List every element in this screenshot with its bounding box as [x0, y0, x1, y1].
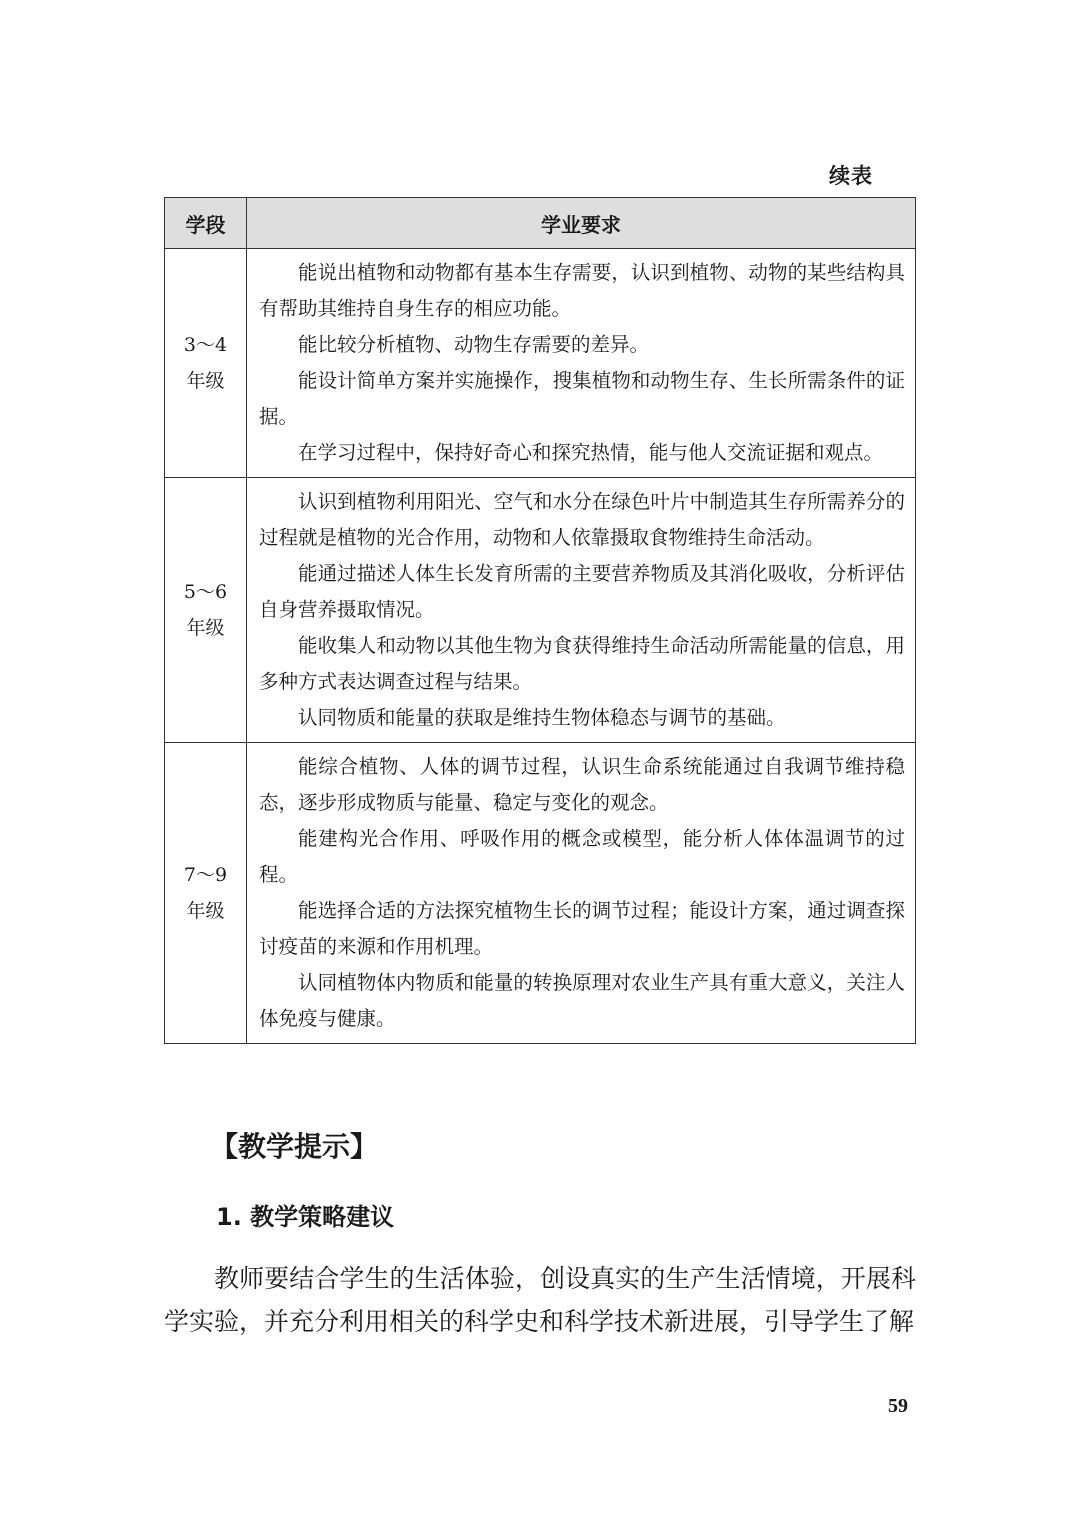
- requirement-paragraph: 能收集人和动物以其他生物为食获得维持生命活动所需能量的信息，用多种方式表达调查过程与结果。: [259, 634, 905, 693]
- table-row: [165, 743, 916, 1044]
- stage-range: 5～6: [183, 581, 228, 603]
- header-stage: 学段: [165, 198, 247, 249]
- header-requirements: 学业要求: [247, 198, 916, 249]
- requirement-paragraph: 认同物质和能量的获取是维持生物体稳态与调节的基础。: [298, 706, 786, 729]
- requirement-paragraph: 能比较分析植物、动物生存需要的差异。: [298, 333, 650, 356]
- stage-unit: 年级: [186, 617, 225, 639]
- table-row: [165, 249, 916, 478]
- requirement-paragraph: 能说出植物和动物都有基本生存需要，认识到植物、动物的某些结构具有帮助其维持自身生存的相应功能。: [259, 261, 905, 320]
- requirement-paragraph: 认同植物体内物质和能量的转换原理对农业生产具有重大意义，关注人体免疫与健康。: [259, 971, 905, 1030]
- body-paragraph: 教师要结合学生的生活体验，创设真实的生产生活情境，开展科学实验，并充分利用相关的科学史和科学技术新进展，引导学生了解: [164, 1264, 916, 1336]
- continued-table-label: 续表: [829, 164, 873, 188]
- requirement-paragraph: 能综合植物、人体的调节过程，认识生命系统能通过自我调节维持稳态，逐步形成物质与能量、稳定与变化的观念。: [259, 755, 905, 814]
- stage-unit: 年级: [186, 900, 225, 922]
- subsection-title: 1. 教学策略建议: [216, 1203, 395, 1231]
- requirement-paragraph: 能通过描述人体生长发育所需的主要营养物质及其消化吸收，分析评估自身营养摄取情况。: [259, 562, 905, 621]
- requirement-paragraph: 在学习过程中，保持好奇心和探究热情，能与他人交流证据和观点。: [298, 441, 884, 464]
- requirements-cell: [247, 743, 916, 1044]
- requirement-paragraph: 认识到植物利用阳光、空气和水分在绿色叶片中制造其生存所需养分的过程就是植物的光合作用，动物和人依靠摄取食物维持生命活动。: [259, 490, 905, 549]
- requirement-paragraph: 能选择合适的方法探究植物生长的调节过程；能设计方案，通过调查探讨疫苗的来源和作用机理。: [259, 899, 905, 958]
- section-title: 【教学提示】: [210, 1130, 379, 1163]
- table-row: [165, 478, 916, 743]
- stage-cell: [165, 743, 247, 1044]
- requirement-paragraph: 能建构光合作用、呼吸作用的概念或模型，能分析人体体温调节的过程。: [259, 827, 905, 886]
- requirements-cell: [247, 478, 916, 743]
- table-header-row: [165, 198, 916, 249]
- academic-requirements-table: [164, 197, 916, 1044]
- page-number: 59: [888, 1395, 908, 1417]
- stage-cell: [165, 478, 247, 743]
- stage-unit: 年级: [186, 370, 225, 392]
- requirements-cell: [247, 249, 916, 478]
- stage-range: 3～4: [183, 334, 228, 356]
- requirement-paragraph: 能设计简单方案并实施操作，搜集植物和动物生存、生长所需条件的证据。: [259, 369, 905, 428]
- stage-cell: [165, 249, 247, 478]
- stage-range: 7～9: [183, 864, 228, 886]
